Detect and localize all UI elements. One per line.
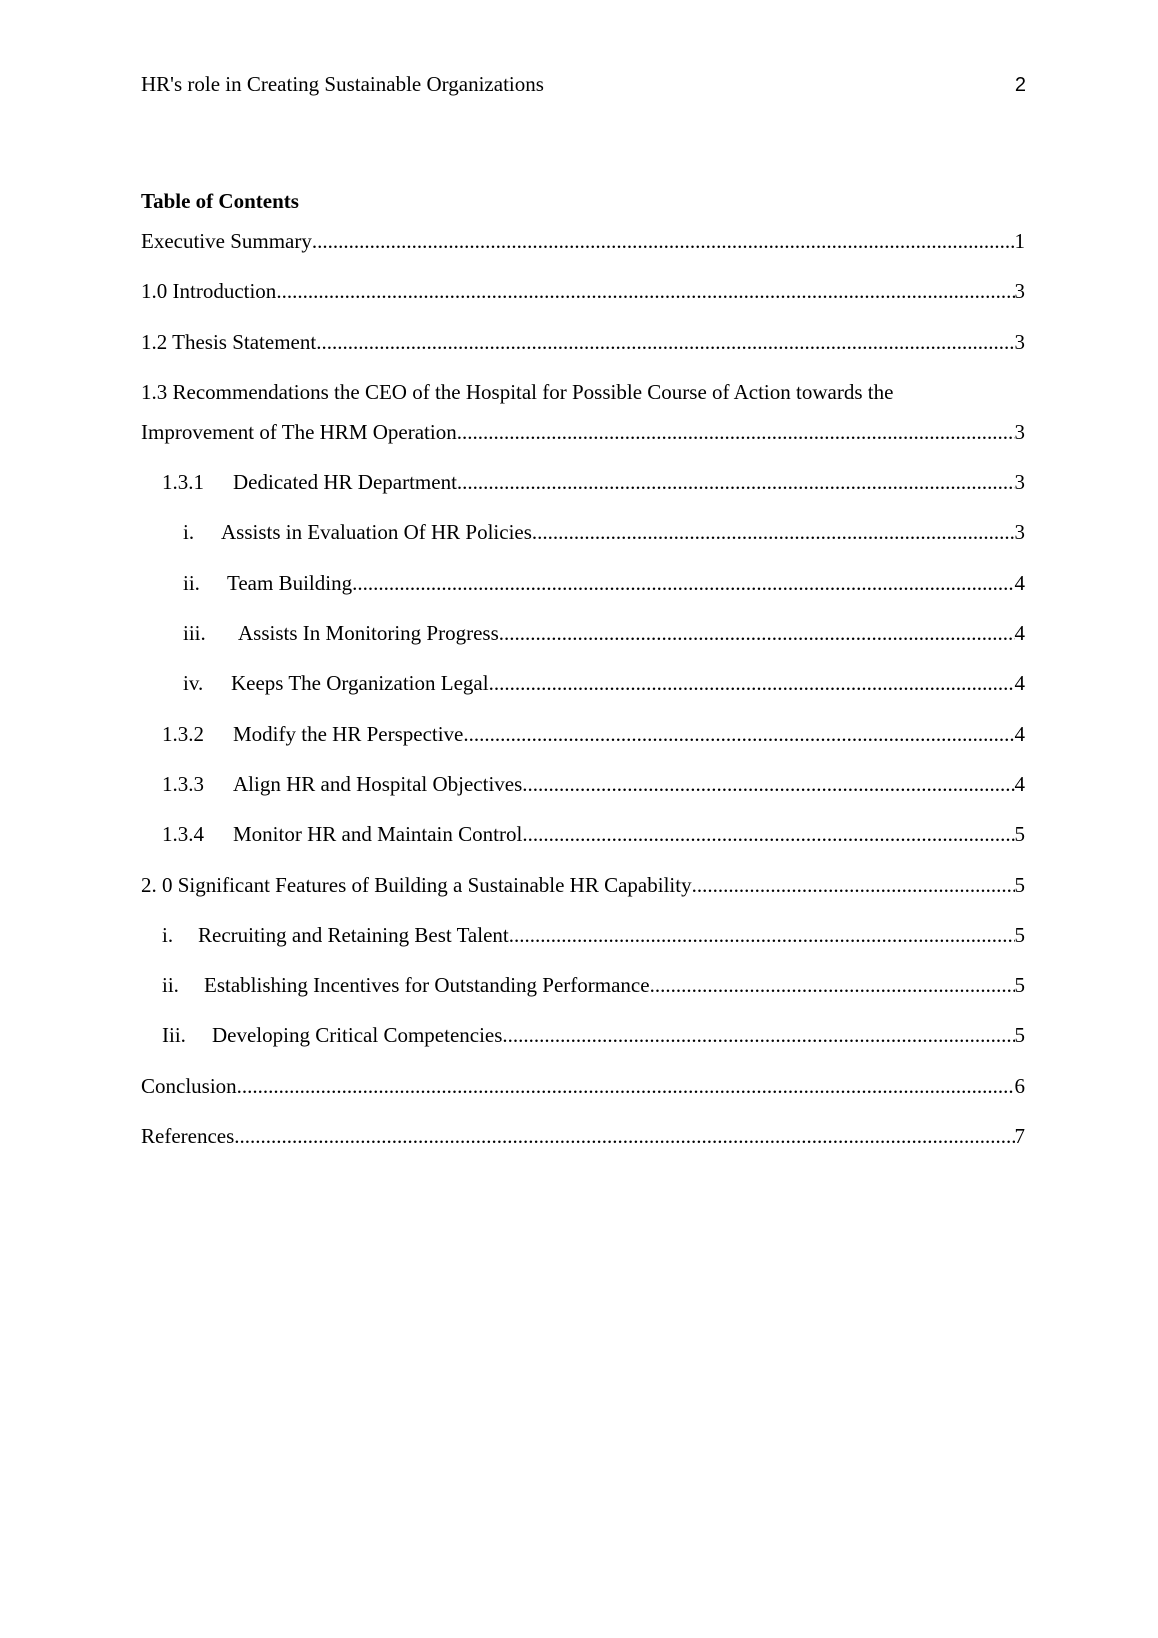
toc-entry-page: 3: [1014, 279, 1025, 304]
running-header-page-number: 2: [1014, 74, 1026, 96]
toc-entry-critical-competencies[interactable]: [141, 1021, 1025, 1071]
dot-leader: [276, 277, 1014, 305]
dot-leader: [312, 227, 1015, 255]
toc-entry-page: 5: [1014, 1023, 1025, 1048]
dot-leader: [502, 1021, 1014, 1049]
dot-leader: [234, 1122, 1014, 1150]
toc-entry-recruiting-talent[interactable]: [141, 921, 1025, 971]
toc-entry-page: 1: [1014, 229, 1025, 253]
table-of-contents: [141, 227, 1025, 1172]
dot-leader: [522, 820, 1014, 848]
toc-entry-monitor-hr-control[interactable]: [141, 820, 1025, 870]
toc-entry-page: 4: [1014, 570, 1025, 595]
toc-entry-establishing-incentives[interactable]: [141, 971, 1025, 1021]
toc-entry-organization-legal[interactable]: [141, 669, 1025, 719]
toc-entry-page: 4: [1014, 721, 1025, 746]
toc-heading: Table of Contents: [141, 189, 299, 213]
toc-entry-significant-features[interactable]: [141, 871, 1025, 921]
toc-entry-page: 5: [1014, 973, 1025, 998]
dot-leader: [692, 871, 1015, 899]
toc-entry-number: Iii.: [162, 1023, 186, 1048]
toc-entry-text: 1.0 Introduction: [141, 279, 277, 304]
toc-entry-page: 5: [1014, 822, 1025, 847]
toc-entry-number: iii.: [183, 621, 206, 646]
toc-entry-page: 5: [1014, 872, 1025, 897]
toc-entry-number: iv.: [183, 671, 204, 696]
toc-entry-text: Modify the HR Perspective: [233, 721, 464, 746]
toc-entry-text: Recruiting and Retaining Best Talent: [198, 922, 509, 947]
toc-entry-recommendations[interactable]: [141, 418, 1025, 468]
toc-entry-executive-summary[interactable]: [141, 227, 1025, 277]
toc-entry-page: 6: [1014, 1073, 1025, 1098]
toc-entry-page: 3: [1014, 419, 1025, 444]
toc-entry-monitoring-progress[interactable]: [141, 619, 1025, 669]
toc-entry-text: Align HR and Hospital Objectives: [233, 771, 523, 796]
dot-leader: [650, 971, 1015, 999]
toc-entry-conclusion[interactable]: [141, 1072, 1025, 1122]
toc-entry-number: i.: [162, 922, 174, 947]
toc-entry-page: 3: [1014, 470, 1025, 495]
toc-entry-page: 4: [1014, 671, 1025, 696]
dot-leader: [489, 669, 1015, 697]
toc-entry-number: 1.3.2: [162, 721, 204, 746]
toc-entry-text: 1.3 Recommendations the CEO of the Hospital for Possible Course of Action towards the: [141, 379, 894, 404]
toc-entry-recommendations-line1[interactable]: [141, 378, 1025, 418]
toc-entry-team-building[interactable]: [141, 569, 1025, 619]
dot-leader: [509, 921, 1015, 949]
toc-entry-references[interactable]: [141, 1122, 1025, 1172]
toc-entry-number: 1.3.3: [162, 771, 204, 796]
dot-leader: [457, 468, 1015, 496]
toc-entry-text: Dedicated HR Department: [233, 470, 457, 495]
toc-entry-number: ii.: [183, 570, 200, 595]
toc-entry-page: 5: [1014, 922, 1025, 947]
toc-entry-number: i.: [183, 520, 195, 545]
toc-entry-text: 2. 0 Significant Features of Building a Sustainable HR Capability: [141, 872, 692, 897]
toc-entry-align-hr-objectives[interactable]: [141, 770, 1025, 820]
toc-entry-text: References: [141, 1124, 235, 1149]
dot-leader: [237, 1072, 1015, 1100]
toc-entry-assists-evaluation[interactable]: [141, 518, 1025, 568]
running-header-title: HR's role in Creating Sustainable Organizations: [141, 72, 544, 96]
toc-entry-number: 1.3.4: [162, 822, 204, 847]
dot-leader: [532, 518, 1015, 546]
toc-entry-text: 1.2 Thesis Statement: [141, 329, 317, 354]
toc-entry-page: 7: [1014, 1124, 1025, 1149]
toc-entry-text: Improvement of The HRM Operation: [141, 419, 457, 444]
toc-entry-text: Developing Critical Competencies: [212, 1023, 503, 1048]
toc-entry-modify-hr-perspective[interactable]: [141, 720, 1025, 770]
toc-entry-text: Establishing Incentives for Outstanding Performance: [204, 973, 650, 998]
toc-entry-text: Team Building: [227, 570, 353, 595]
toc-entry-thesis-statement[interactable]: [141, 328, 1025, 378]
dot-leader: [463, 720, 1014, 748]
toc-entry-text: Assists in Evaluation Of HR Policies: [221, 520, 532, 545]
toc-entry-page: 4: [1014, 771, 1025, 796]
toc-entry-page: 4: [1014, 621, 1025, 646]
dot-leader: [316, 328, 1014, 356]
dot-leader: [499, 619, 1015, 647]
toc-entry-dedicated-hr-department[interactable]: [141, 468, 1025, 518]
toc-entry-number: 1.3.1: [162, 470, 204, 495]
toc-entry-text: Conclusion: [141, 1073, 237, 1098]
toc-entry-text: Executive Summary: [141, 229, 312, 253]
toc-entry-text: Monitor HR and Maintain Control: [233, 822, 523, 847]
toc-entry-page: 3: [1014, 520, 1025, 545]
toc-entry-text: Keeps The Organization Legal: [231, 671, 489, 696]
toc-entry-introduction[interactable]: [141, 277, 1025, 327]
dot-leader: [352, 569, 1014, 597]
dot-leader: [457, 418, 1015, 446]
toc-entry-text: Assists In Monitoring Progress: [238, 621, 499, 646]
toc-entry-number: ii.: [162, 973, 179, 998]
toc-entry-page: 3: [1014, 329, 1025, 354]
dot-leader: [522, 770, 1014, 798]
